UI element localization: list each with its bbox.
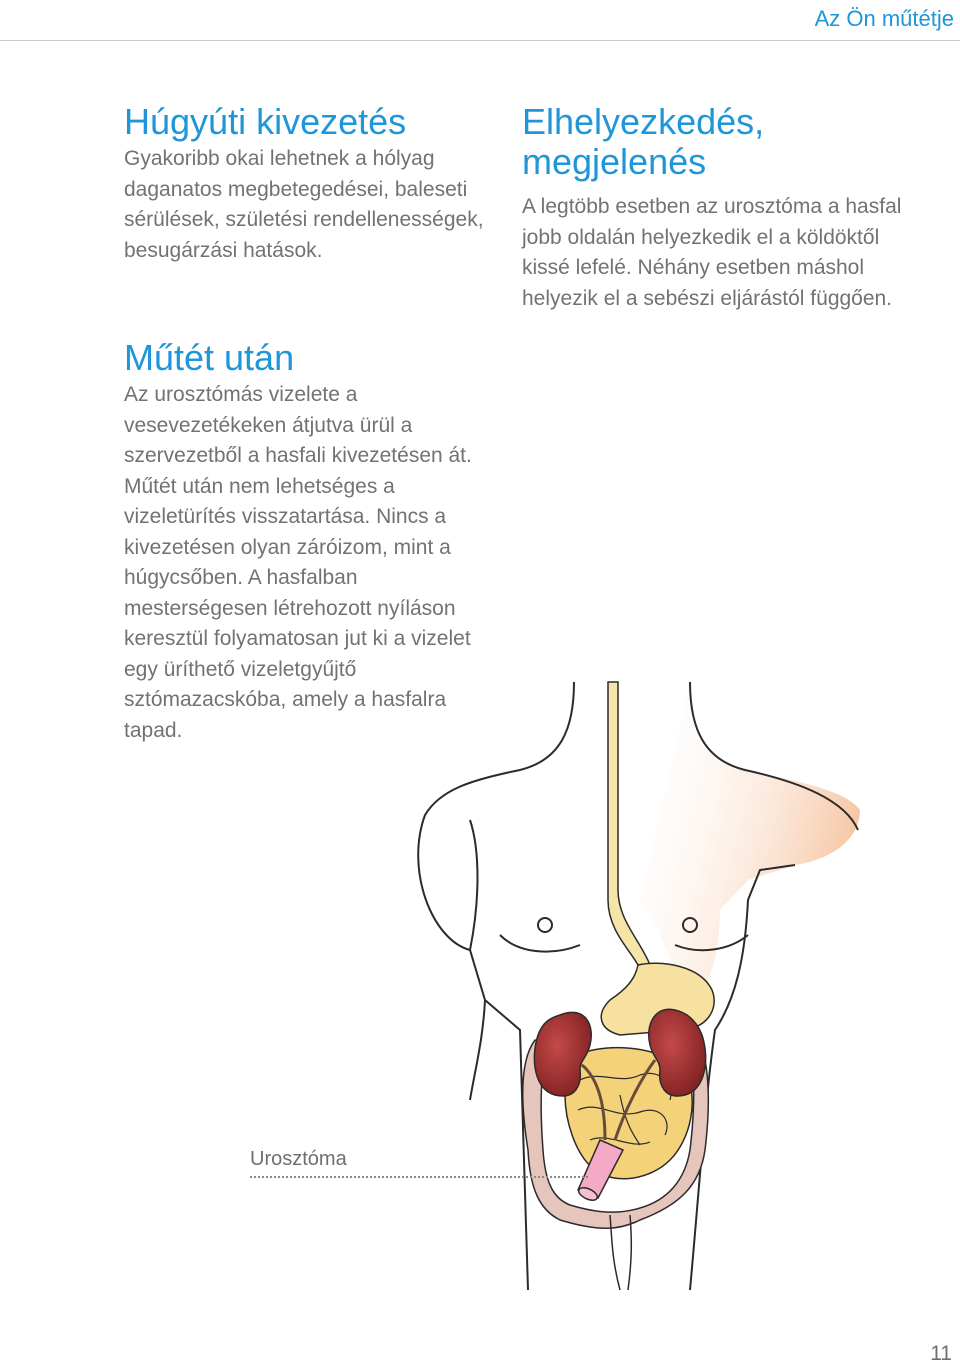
section-heading: Műtét után xyxy=(124,337,295,378)
section-heading: Elhelyezkedés, megjelenés xyxy=(522,101,765,182)
section-heading: Húgyúti kivezetés xyxy=(124,101,407,142)
page-number: 11 xyxy=(930,1342,952,1365)
section-body: A legtöbb esetben az urosztóma a hasfal jobb oldalán helyezkedik el a köldöktől kissé lefelé. Néhány esetben máshol helyezik el a sebészi eljárástól függően. xyxy=(522,195,902,310)
section-body: Gyakoribb okai lehetnek a hólyag daganatos megbetegedései, baleseti sérülések, születési rendellenességek, besugárzási hatások. xyxy=(124,147,484,262)
running-header: Az Ön műtétje xyxy=(814,6,954,31)
urostoma-label: Urosztóma xyxy=(250,1148,347,1170)
section-body: Az urosztómás vizelete a vesevezetékeken átjutva ürül a szervezetből a hasfali kivezetésen át. Műtét után nem lehetséges a vizeletürítés visszatartása. Nincs a kivezetésen olyan záróizom, mint a húgycsőben. A hasfalban mesterségesen létrehozott nyíláson keresztül folyamatosan jut ki a vizelet egy üríthető vizeletgyűjtő sztómazacskóba, amely a hasfalra tapad. xyxy=(124,383,472,742)
esophagus xyxy=(608,682,650,965)
label-leader-line xyxy=(250,1176,588,1178)
